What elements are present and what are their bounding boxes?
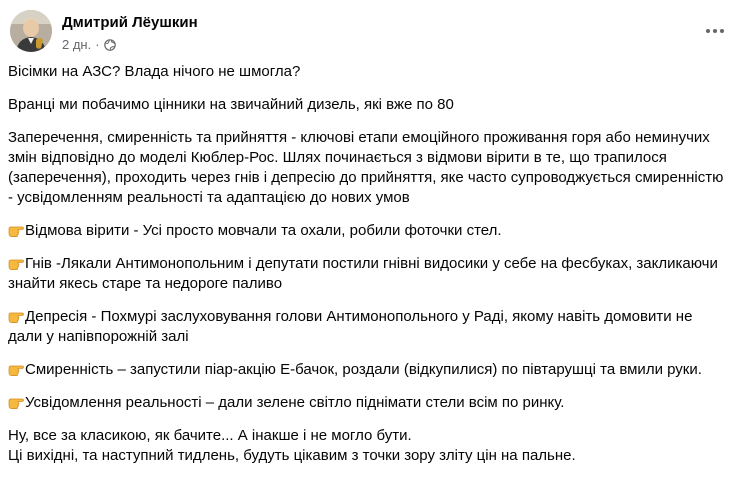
stage-text: Депресія - Похмурі заслуховування голови Антимонопольного у Раді, якому навіть домовити не дали у напівпорожній залі	[8, 308, 693, 345]
post-closing-line: Ці вихідні, та наступний тидлень, будуть цікавим з точки зору зліту цін на пальне.	[8, 447, 576, 464]
post-header	[10, 10, 730, 54]
more-horizontal-icon	[705, 28, 725, 34]
stage-item	[8, 254, 730, 294]
avatar[interactable]	[10, 10, 52, 52]
avatar-photo-icon	[10, 10, 52, 52]
stage-text: Смиренність – запустили піар-акцію Е-бачок, роздали (відкупилися) по півтарушці та вмили руки.	[25, 361, 702, 378]
meta-separator: ·	[95, 37, 100, 52]
post-meta	[62, 37, 116, 53]
stage-text: Усвідомлення реальності – дали зелене світло піднімати стели всім по ринку.	[25, 394, 565, 411]
post-paragraph: Заперечення, смиренність та прийняття - ключові етапи емоційного проживання горя або неминучих змін відповідно до моделі Кюблер-Рос. Шлях починається з відмови вірити в те, що трапилося (заперечення), проходить через гнів і депресію до прийняття, яке часто супроводжується смиренністю - усвідомленням реальності та адаптацією до нових умов	[8, 129, 724, 206]
stage-text: Гнів -Лякали Антимонопольним і депутати постили гнівні видосики у себе на фесбуках, закликаючи знайти якесь старе та недороге паливо	[8, 255, 718, 292]
pointing-hand-icon	[8, 223, 24, 237]
globe-icon	[104, 39, 116, 51]
pointing-hand-icon	[8, 395, 24, 409]
author-name[interactable]: Дмитрий Лёушкин	[62, 14, 198, 31]
stage-item	[8, 360, 730, 380]
more-options-button[interactable]	[700, 16, 730, 46]
post-paragraph: Вісімки на АЗС? Влада нічого не шмогла?	[8, 63, 301, 80]
post-paragraph: Вранці ми побачимо цінники на звичайний дизель, які вже по 80	[8, 96, 454, 113]
stage-item	[8, 221, 730, 241]
post-body	[8, 62, 730, 466]
stage-item	[8, 307, 730, 347]
stage-text: Відмова вірити - Усі просто мовчали та охали, робили фоточки стел.	[25, 222, 502, 239]
post-closing-line: Ну, все за класикою, як бачите... А інакше і не могло бути.	[8, 427, 412, 444]
stage-item	[8, 393, 730, 413]
pointing-hand-icon	[8, 309, 24, 323]
pointing-hand-icon	[8, 256, 24, 270]
post-time[interactable]: 2 дн.	[62, 37, 92, 52]
pointing-hand-icon	[8, 362, 24, 376]
